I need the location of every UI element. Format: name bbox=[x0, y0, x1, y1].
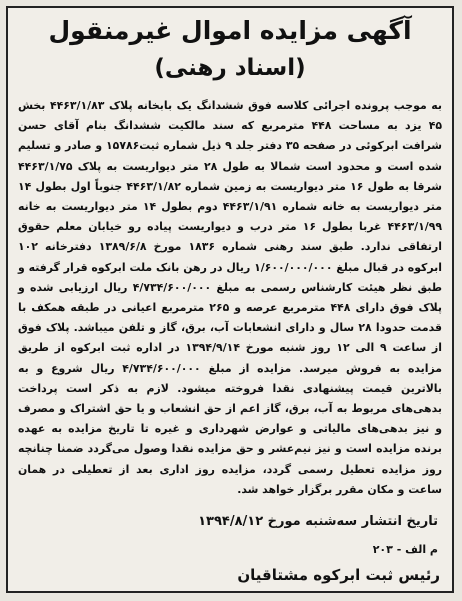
reference-code: م الف - ۲۰۳ bbox=[372, 543, 438, 556]
notice-body: به موجب پرونده اجرائی کلاسه فوق ششدانگ یک بابخانه پلاک ۴۴۶۳/۱/۸۳ بخش ۴۵ یزد به مساحت ۴۴۸ مترمربع که سند مالکیت ششدانگ بنام آقای حسن شرافت ابرکوئی در صفحه ۳۵ دفتر جلد ۹ ذیل شماره ثبت۱۵۷۸۶ و صادر و تسلیم شده است و محدود است شمالا به طول ۲۸ متر دیواریست به پلاک ۴۴۶۳/۱/۷۵ شرقا به طول ۱۶ متر دیواریست به زمین شماره ۴۴۶۳/۱/۸۲ جنوباً اول بطول ۱۴ متر دیواریست به خانه شماره ۴۴۶۳/۱/۹۱ دوم بطول ۱۴ متر دیواریست به خانه ۴۴۶۳/۱/۹۹ غربا بطول ۱۶ متر درب و دیواریست پیاده رو خیابان معلم حقوق ارتفاقی ندارد. طبق سند رهنی شماره ۱۸۳۶ مورخ ۱۳۸۹/۶/۸ دفترخانه ۱۰۲ ابرکوه در قبال مبلغ ۱/۶۰۰/۰۰۰/۰۰۰ ریال در رهن بانک ملت ابرکوه قرار گرفته و طبق نظر هیئت کارشناس رسمی به مبلغ ۴/۷۳۴/۶۰۰/۰۰۰ ریال ارزیابی شده و پلاک فوق دارای ۴۴۸ مترمربع عرصه و ۲۶۵ مترمربع اعیانی در طبقه همکف با قدمت حدودا ۲۸ سال و دارای انشعابات آب، برق، گاز و تلفن میباشد. پلاک فوق از ساعت ۹ الی ۱۲ روز شنبه مورخ ۱۳۹۴/۹/۱۴ در اداره ثبت ابرکوه از طریق مزایده به فروش میرسد. مزایده از مبلغ ۴/۷۳۴/۶۰۰/۰۰۰ ریال شروع و به بالاترین قیمت پیشنهادی نقدا فروخته میشود. لازم به ذکر است پرداخت بدهی‌های مربوط به آب، برق، گاز اعم از حق انشعاب و یا حق اشتراک و مصرف و نیز بدهی‌های مالیاتی و عوارض شهرداری و غیره تا تاریخ مزایده به عهده برنده مزایده است و نیز نیم‌عشر و حق مزایده نقدا وصول می‌گردد ضمنا چنانچه روز مزایده تعطیل رسمی گردد، مزایده روز اداری بعد از تعطیلی در همان ساعت و مکان مقرر برگزار خواهد شد. bbox=[18, 99, 443, 496]
notice-subtitle: (اسناد رهنی) bbox=[154, 55, 306, 81]
notice-title: آگهی مزایده اموال غیرمنقول bbox=[48, 16, 412, 45]
signature-line: رئیس ثبت ابرکوه مشتاقیان bbox=[237, 566, 440, 584]
publish-date: تاریخ انتشار سه‌شنبه مورخ ۱۳۹۴/۸/۱۲ bbox=[198, 514, 438, 529]
notice-frame bbox=[6, 6, 454, 593]
